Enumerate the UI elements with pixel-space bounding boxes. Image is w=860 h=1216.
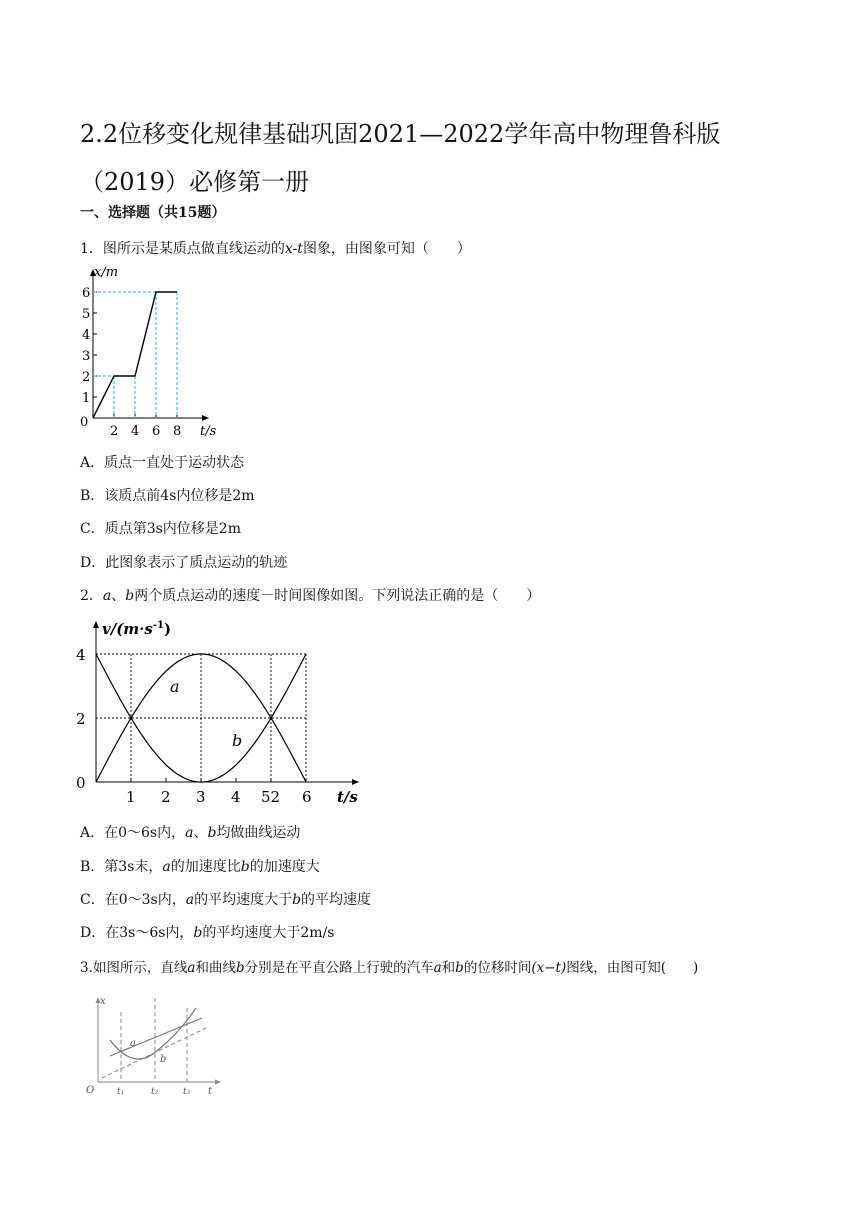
q1-xt-graph — [78, 262, 228, 438]
question-2-stem — [80, 585, 540, 605]
y-tick-label: 4 — [76, 646, 86, 664]
curve-a-label: a — [170, 677, 180, 696]
q2-vt-graph — [72, 614, 362, 810]
option-text: 的平均速度 — [301, 892, 372, 908]
y-tick-label: 5 — [82, 307, 91, 322]
q2-option-b — [80, 856, 320, 876]
option-variable: b — [292, 892, 302, 908]
question-variable: a — [102, 588, 112, 604]
question-text: 和曲线 — [195, 960, 236, 976]
x-tick-label: 6 — [152, 424, 161, 438]
option-variable: a — [185, 892, 195, 908]
question-text: 和 — [441, 960, 456, 976]
x-axis-label: t/s — [337, 788, 358, 806]
x-axis-label: t — [208, 1086, 213, 1097]
x-tick-label: 2 — [110, 424, 119, 438]
option-text: D．在3s～6s内， — [80, 925, 194, 941]
line-a — [110, 1018, 202, 1056]
y-axis-label: x — [100, 996, 106, 1007]
q2-option-c — [80, 889, 371, 909]
x-tick-label: t₃ — [183, 1087, 191, 1097]
q2-option-a — [80, 822, 300, 842]
q2-option-d — [80, 922, 334, 942]
question-text: 图所示是某质点做直线运动的 — [102, 241, 285, 257]
option-text: B．第3s末， — [80, 859, 163, 875]
option-variable: b — [207, 825, 217, 841]
q3-xt-graph — [84, 992, 230, 1098]
x-tick-label: 4 — [131, 424, 140, 438]
origin-label: 0 — [80, 415, 89, 430]
option-variable: a — [185, 825, 194, 841]
q1-option-c: C．质点第3s内位移是2m — [80, 521, 241, 537]
x-axis-label: t/s — [200, 424, 217, 438]
y-tick-label: 2 — [76, 710, 86, 728]
x-tick-label: 4 — [231, 788, 241, 806]
question-variable: b — [235, 960, 245, 976]
origin-label: O — [86, 1085, 95, 1096]
question-number: 3. — [80, 960, 93, 976]
x-tick-label: 2 — [161, 788, 171, 806]
question-variable: a — [433, 960, 442, 976]
option-text: C．在0～3s内， — [80, 892, 186, 908]
x-tick-label: t₂ — [151, 1087, 159, 1097]
question-text: 的位移时间 — [463, 960, 532, 976]
guide-lines — [93, 292, 177, 418]
question-variable: b — [455, 960, 464, 976]
document-title: 2.2位移变化规律基础巩固2021—2022学年高中物理鲁科版（2019）必修第一册 — [80, 120, 721, 196]
y-tick-label: 0 — [76, 774, 86, 792]
option-text: 的平均速度大于2m/s — [202, 925, 335, 941]
y-tick-label: 4 — [82, 328, 91, 343]
y-axis-label: x/m — [94, 265, 119, 280]
y-tick-label: 2 — [82, 370, 91, 385]
option-variable: b — [193, 925, 203, 941]
question-variable: b — [125, 588, 135, 604]
x-tick-label: 52 — [261, 788, 281, 806]
question-3-stem — [80, 956, 698, 976]
question-text: 图象，由图象可知（ ） — [302, 241, 471, 257]
x-tick-label: 8 — [173, 424, 182, 438]
question-text: 图线，由图可知( ) — [566, 960, 699, 976]
question-text: 分别是在平直公路上行驶的汽车 — [244, 960, 434, 976]
question-number: 2． — [80, 588, 103, 604]
q1-option-d: D．此图象表示了质点运动的轨迹 — [80, 555, 288, 571]
option-text: 的加速度比 — [170, 859, 241, 875]
option-text: 的平均速度大于 — [194, 892, 293, 908]
y-tick-label: 1 — [82, 391, 91, 406]
y-tick-label: 6 — [82, 286, 91, 301]
y-axis-label: $v/(m\cdot s^{-1})$ — [102, 620, 172, 638]
question-number: 1． — [80, 241, 103, 257]
option-variable: a — [162, 859, 171, 875]
q1-option-b: B．该质点前4s内位移是2m — [80, 488, 255, 504]
x-tick-label: 6 — [302, 788, 312, 806]
position-line — [93, 292, 177, 418]
question-variable: a — [187, 960, 196, 976]
section-heading: 一、选择题（共15题） — [80, 205, 226, 221]
option-text: A．在0～6s内， — [80, 825, 186, 841]
x-tick-label: 1 — [126, 788, 136, 806]
x-tick-label: 3 — [196, 788, 206, 806]
question-text: 、 — [111, 588, 126, 604]
question-variable: (x−t) — [531, 960, 567, 976]
question-text: 两个质点运动的速度－时间图像如图。下列说法正确的是（ ） — [134, 588, 541, 604]
option-text: 均做曲线运动 — [216, 825, 301, 841]
q1-option-a: A．质点一直处于运动状态 — [80, 455, 245, 471]
x-tick-label: t₁ — [117, 1087, 125, 1097]
question-variable: x-t — [284, 241, 303, 257]
curve-b-label: b — [160, 1054, 167, 1065]
curve-a-label: a — [130, 1038, 136, 1049]
option-text: 、 — [193, 825, 208, 841]
question-text: 如图所示，直线 — [92, 960, 188, 976]
y-tick-label: 3 — [82, 349, 91, 364]
question-1-stem — [80, 238, 471, 258]
guide-lines — [96, 654, 306, 782]
option-variable: b — [240, 859, 250, 875]
option-text: 的加速度大 — [249, 859, 320, 875]
tick-marks — [93, 292, 177, 418]
curve-b-label: b — [232, 731, 243, 750]
